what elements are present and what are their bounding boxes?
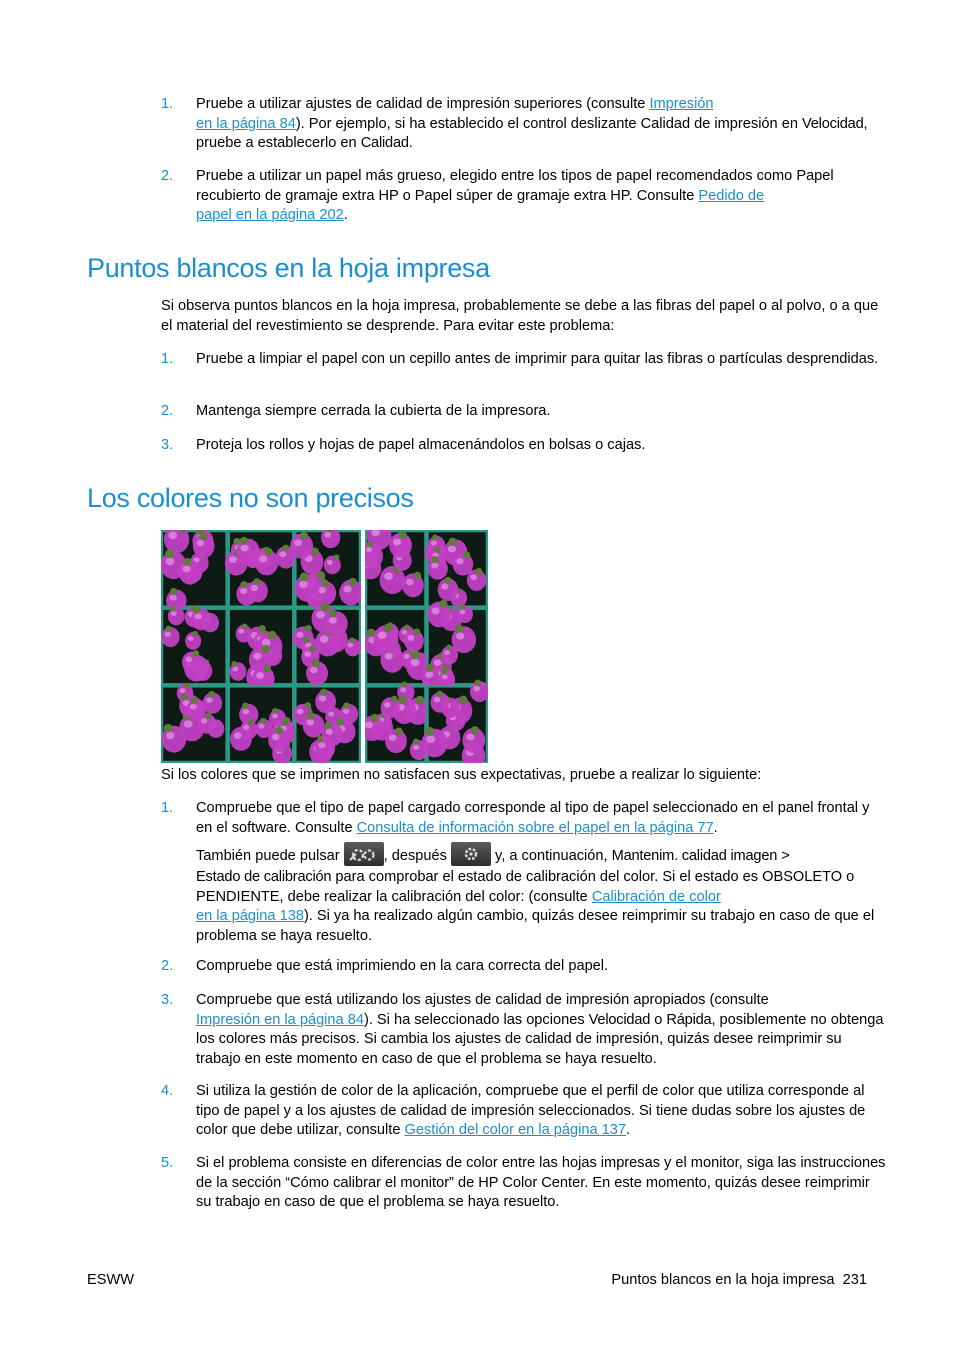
footer-right: Puntos blancos en la hoja impresa 231: [611, 1272, 867, 1288]
list-number: 2.: [161, 168, 174, 184]
link-consulta-papel[interactable]: Consulta de información sobre el papel en la página 77: [356, 819, 714, 836]
list-item: Proteja los rollos y hojas de papel almacenándolos en bolsas o cajas.: [196, 437, 646, 453]
footer-left: ESWW: [87, 1272, 135, 1288]
list-item: Pruebe a utilizar ajustes de calidad de impresión superiores (consulte Impresión en la página 84). Por ejemplo, si ha establecido el control deslizante Calidad de impresión en Velocidad, pruebe a establecerlo en Calidad.: [196, 96, 868, 151]
list-number: 2.: [161, 958, 174, 974]
list-number: 1.: [161, 800, 174, 816]
list-number: 1.: [161, 96, 174, 112]
strawberries-photo: [161, 530, 488, 763]
list-number: 3.: [161, 992, 174, 1008]
link-calibracion-color[interactable]: Calibración de color: [591, 888, 721, 905]
list-number: 4.: [161, 1083, 174, 1099]
link-pagina-202[interactable]: papel en la página 202: [196, 207, 344, 223]
section-title-colores: Los colores no son precisos: [87, 483, 414, 513]
link-impresion-84[interactable]: Impresión en la página 84: [196, 1011, 364, 1028]
list-item: Si utiliza la gestión de color de la aplicación, compruebe que el perfil de color que utiliza corresponde al tipo de papel y a los ajustes de calidad de impresión seleccionados. Si tiene dudas sobre los ajustes de color que debe utilizar, consulte Gestión del color en la página 137.: [196, 1083, 866, 1138]
section-intro: Si observa puntos blancos en la hoja impresa, probablemente se debe a las fibras del papel o al polvo, o a que el material del revestimiento se desprende. Para evitar este problema:: [161, 298, 879, 334]
link-impresion[interactable]: Impresión: [649, 96, 714, 112]
list-item: Mantenga siempre cerrada la cubierta de la impresora.: [196, 403, 551, 419]
settings-icon: [451, 842, 491, 866]
list-number: 2.: [161, 403, 174, 419]
list-number: 1.: [161, 351, 174, 367]
link-pedido-papel[interactable]: Pedido de: [698, 187, 765, 204]
link-pagina-138[interactable]: en la página 138: [196, 908, 304, 924]
list-number: 5.: [161, 1155, 174, 1171]
list-item: Si el problema consiste en diferencias de color entre las hojas impresas y el monitor, siga las instrucciones de la sección “Cómo calibrar el monitor” de HP Color Center. En este momento, quizás desee reimprimir su trabajo en caso de que el problema se haya resuelto.: [196, 1155, 886, 1210]
strawberries-illustration: [161, 530, 488, 763]
tools-icon: [344, 842, 384, 866]
list-item: Pruebe a limpiar el papel con un cepillo antes de imprimir para quitar las fibras o partículas desprendidas.: [196, 351, 879, 367]
list-number: 3.: [161, 437, 174, 453]
list-item: Compruebe que está imprimiendo en la cara correcta del papel.: [196, 958, 609, 974]
list-item: Compruebe que el tipo de papel cargado corresponde al tipo de papel seleccionado en el panel frontal y en el software. Consulte Consulta de información sobre el papel en la página 77. También puede pulsar , después y, a continuación, Mantenim. calidad imagen > Estado de calibración para comprobar el estado de calibración del color. Si el estado es OBSOLETO o PENDIENTE, debe realizar la calibración del color: (consulte Calibración de color en la página 138). Si ya ha realizado algún cambio, quizás desee reimprimir su trabajo en caso de que el problema se haya resuelto.: [196, 800, 875, 944]
section-intro: Si los colores que se imprimen no satisfacen sus expectativas, pruebe a realizar lo siguiente:: [161, 767, 762, 783]
section-title-puntos-blancos: Puntos blancos en la hoja impresa: [87, 253, 490, 283]
link-pagina-84[interactable]: en la página 84: [196, 115, 296, 132]
list-item: Pruebe a utilizar un papel más grueso, elegido entre los tipos de papel recomendados como Papel recubierto de gramaje extra HP o Papel súper de gramaje extra HP. Consulte Pedido de papel en la página 202.: [196, 168, 834, 223]
list-item: Compruebe que está utilizando los ajustes de calidad de impresión apropiados (consulte Impresión en la página 84). Si ha seleccionado las opciones Velocidad o Rápida, posiblemente no obtenga los colores más precisos. Si cambia los ajustes de calidad de impresión, quizás desee reimprimir su trabajo en este momento en caso de que el problema se haya resuelto.: [196, 992, 884, 1067]
link-gestion-color[interactable]: Gestión del color en la página 137: [404, 1122, 626, 1138]
page-number: 231: [842, 1272, 867, 1288]
